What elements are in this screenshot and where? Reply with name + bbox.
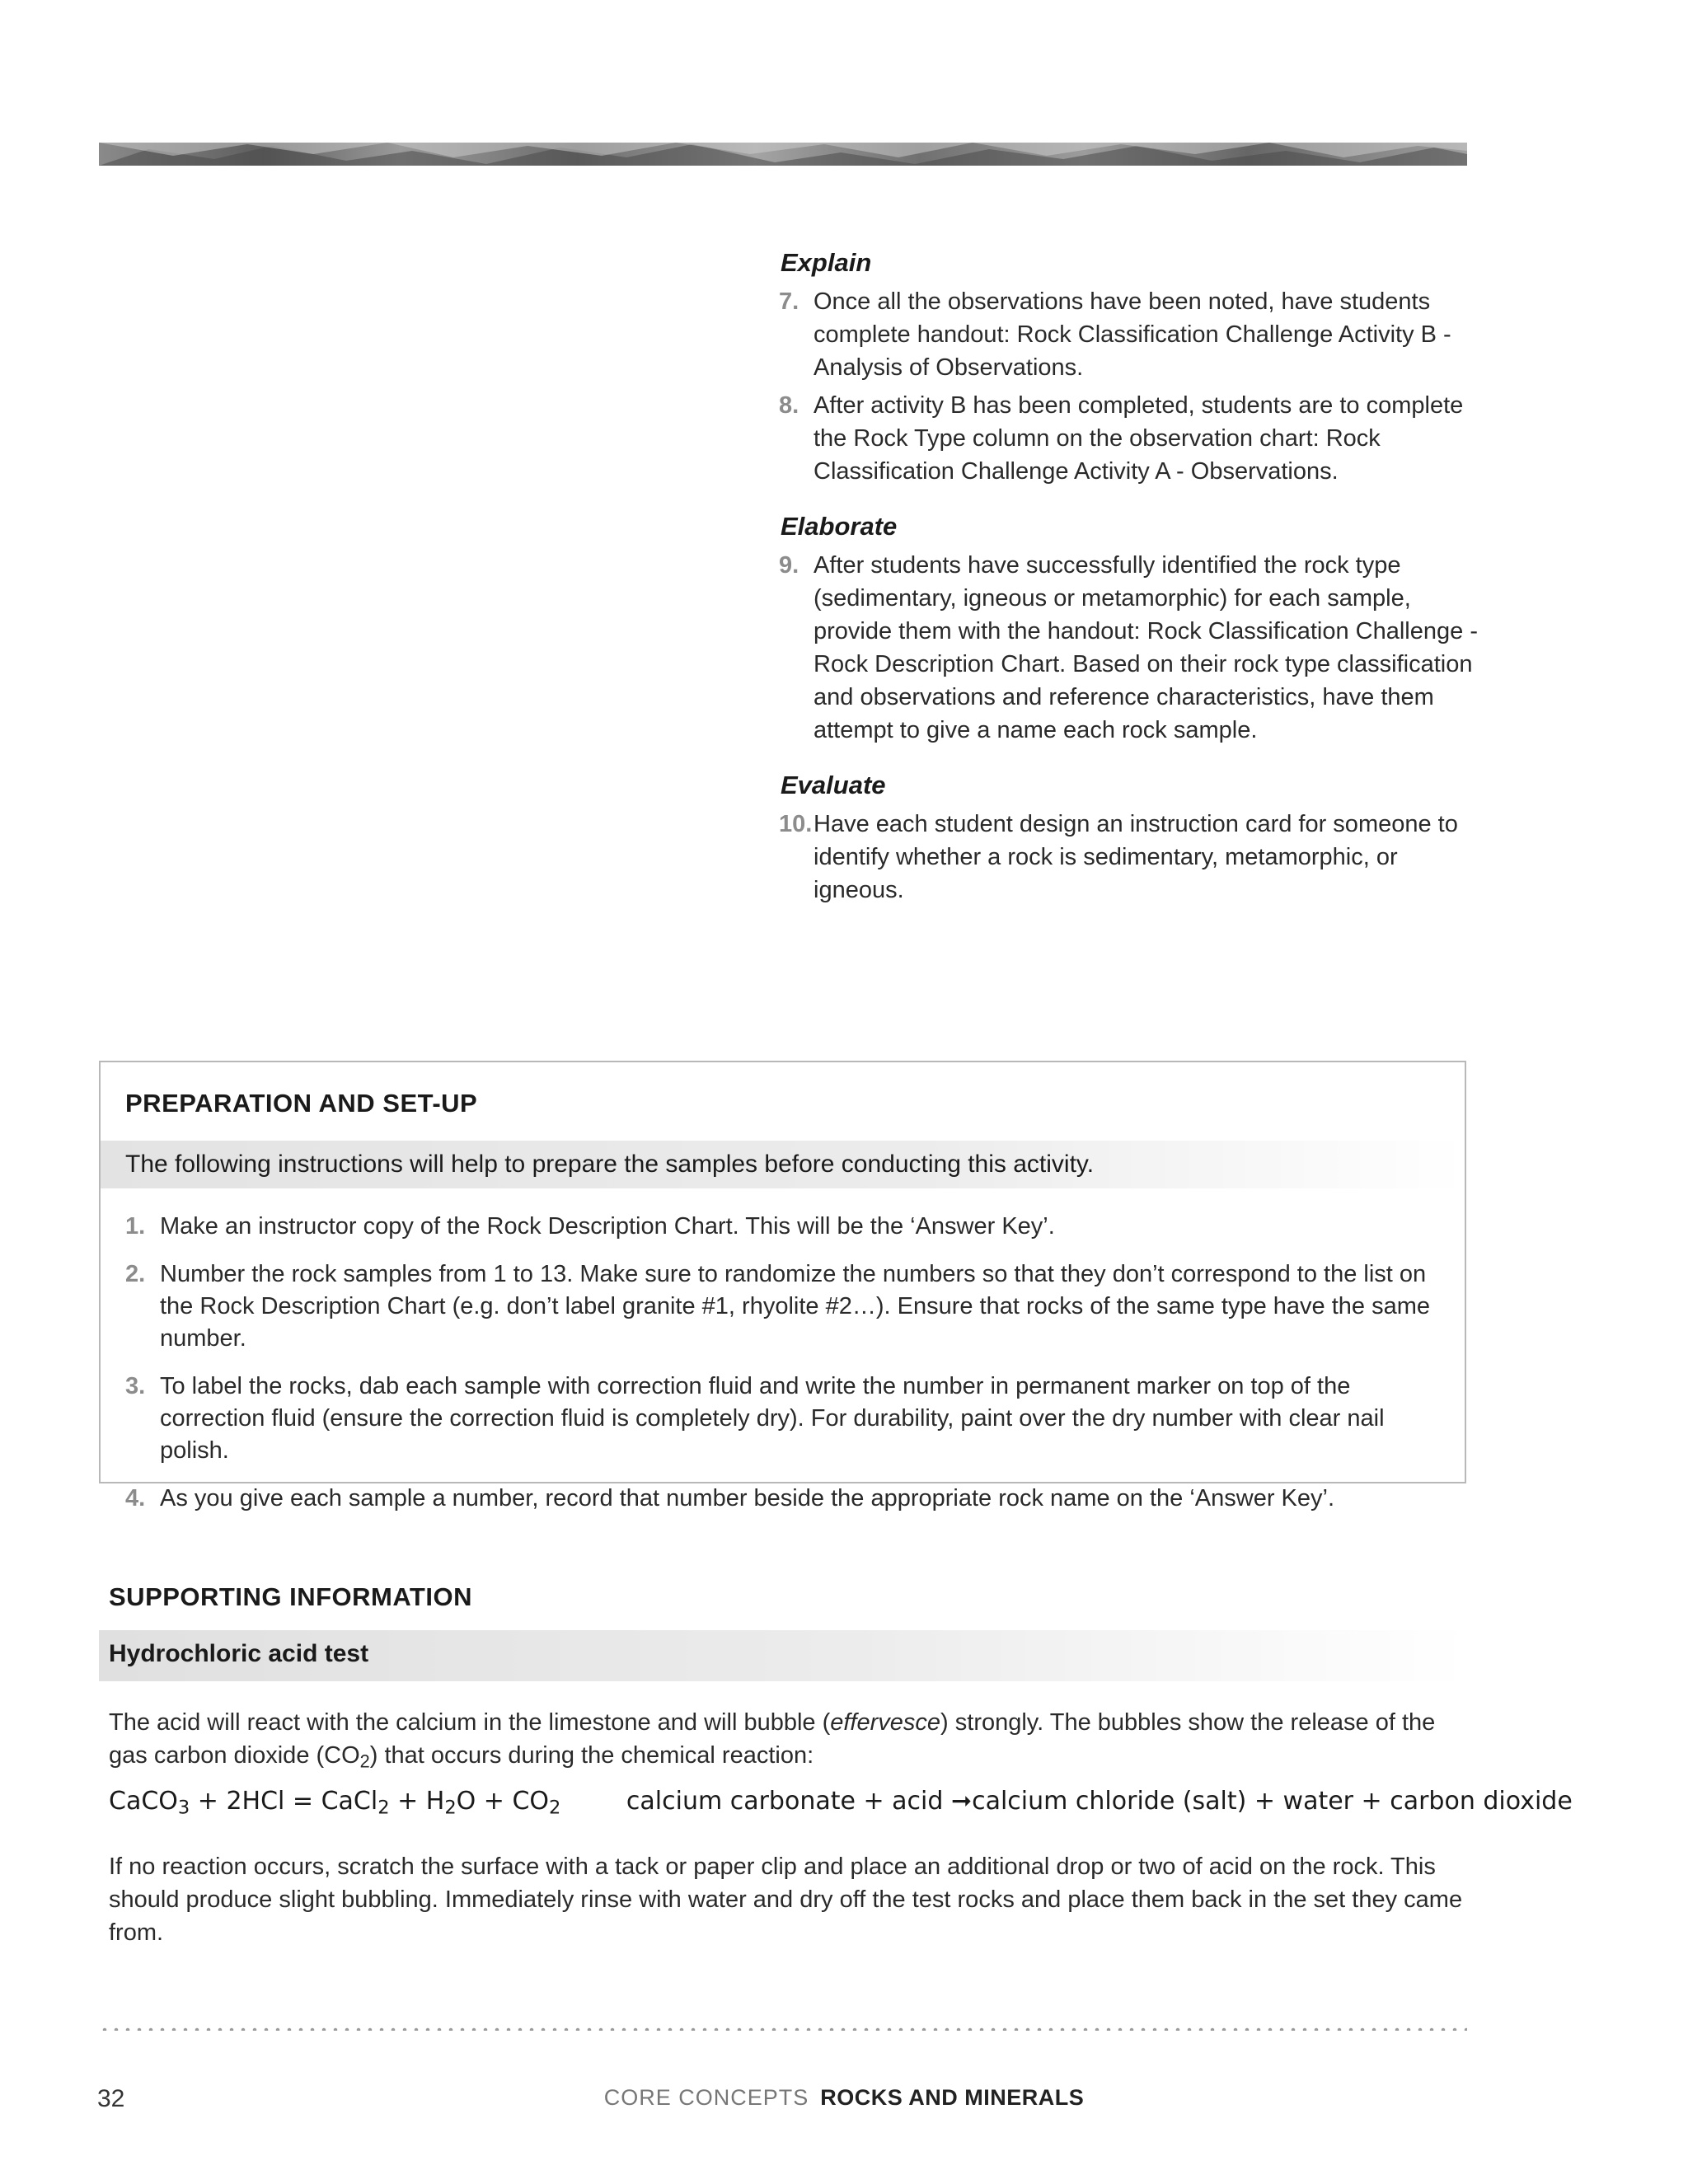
rock-texture-image (99, 143, 1467, 166)
supporting-title: SUPPORTING INFORMATION (109, 1582, 472, 1611)
lesson-steps-column (779, 247, 1479, 930)
step-list (779, 285, 1479, 488)
stage-evaluate (779, 770, 1479, 907)
step-text: Once all the observations have been noted, have students complete handout: Rock Classification Challenge Activity B - Analysis of Observations. (814, 288, 1451, 381)
step-number: 9. (779, 552, 799, 579)
step-number: 7. (779, 288, 799, 315)
header-rock-banner (99, 143, 1467, 166)
stage-heading: Evaluate (781, 771, 886, 799)
step-list (779, 808, 1479, 907)
step-text: After activity B has been completed, students are to complete the Rock Type column on the observation chart: Rock Classification Challenge Activity A - Observations. (814, 392, 1464, 485)
no-reaction-paragraph: If no reaction occurs, scratch the surface with a tack or paper clip and place an additional drop or two of acid on the rock. This should produce slight bubbling. Immediately rinse with water and dry off the test rocks and place them back in the set they came from. (109, 1854, 1463, 1946)
item-text: Make an instructor copy of the Rock Description Chart. This will be the ‘Answer Key’. (160, 1213, 1055, 1240)
preparation-item (125, 1483, 1444, 1515)
footer-series: CORE CONCEPTS (603, 2085, 809, 2110)
preparation-list (125, 1211, 1444, 1530)
paragraph-text: The acid will react with the calcium in the limestone and will bubble ( (109, 1709, 831, 1736)
acid-reaction-paragraph (109, 1706, 1469, 1778)
stage-elaborate (779, 511, 1479, 747)
arrow-icon: ➞ (950, 1787, 973, 1816)
preparation-intro: The following instructions will help to prepare the samples before conducting this activity. (125, 1151, 1095, 1178)
subscript: 2 (359, 1750, 370, 1772)
step-item (779, 389, 1479, 488)
item-text: Number the rock samples from 1 to 13. Make sure to randomize the numbers so that they don’t correspond to the list on the Rock Description Chart (e.g. don’t label granite #1, rhyolite #2…). Ensure that rocks of the same type have the same number. (160, 1261, 1431, 1352)
step-item (779, 549, 1479, 747)
paragraph-text: ) strongly. The bubbles show the release of the gas carbon dioxide (CO (109, 1709, 1436, 1769)
paragraph-text: ) that occurs during the chemical reaction: (369, 1742, 814, 1769)
step-text: After students have successfully identified the rock type (sedimentary, igneous or metamorphic) for each sample, provide them with the handout: Rock Classification Challenge - Rock Description Chart. Based on their rock type classification and observations and reference characteristics, have them attempt to give a name each rock sample. (814, 552, 1478, 743)
footer-dotted-rule (99, 2027, 1467, 2031)
item-text: To label the rocks, dab each sample with correction fluid and write the number in permanent marker on top of the correction fluid (ensure the correction fluid is completely dry). For durability, paint over the dry number with clear nail polish. (160, 1373, 1385, 1464)
preparation-box (99, 1061, 1466, 1511)
step-number: 10. (779, 811, 813, 837)
footer-subject: ROCKS AND MINERALS (820, 2085, 1085, 2110)
item-number: 4. (125, 1485, 146, 1511)
stage-heading: Explain (781, 248, 872, 277)
preparation-title: PREPARATION AND SET-UP (125, 1089, 478, 1118)
equation-formula: CaCO$_3$ + 2HCl = CaCl$_2$ + $H_2O + CO_2$ (109, 1787, 561, 1819)
step-list (779, 549, 1479, 747)
stage-heading: Elaborate (781, 512, 898, 541)
preparation-item (125, 1258, 1444, 1355)
item-number: 1. (125, 1213, 146, 1240)
equation-words: calcium carbonate + acid ➞calcium chloride (salt) + water + carbon dioxide (626, 1787, 1573, 1816)
supporting-subtitle: Hydrochloric acid test (109, 1640, 369, 1667)
item-text: As you give each sample a number, record that number beside the appropriate rock name on the ‘Answer Key’. (160, 1485, 1335, 1511)
preparation-item (125, 1211, 1444, 1243)
preparation-item (125, 1371, 1444, 1467)
chemical-equation (109, 1787, 1573, 1819)
step-number: 8. (779, 392, 799, 419)
stage-explain (779, 247, 1479, 488)
paragraph-italic-term: effervesce (830, 1709, 941, 1736)
step-text: Have each student design an instruction card for someone to identify whether a rock is sedimentary, metamorphic, or igneous. (814, 811, 1458, 903)
item-number: 3. (125, 1373, 146, 1399)
page-number: 32 (97, 2085, 125, 2112)
step-item (779, 808, 1479, 907)
item-number: 2. (125, 1261, 146, 1287)
footer-title (0, 2085, 1688, 2111)
step-item (779, 285, 1479, 384)
